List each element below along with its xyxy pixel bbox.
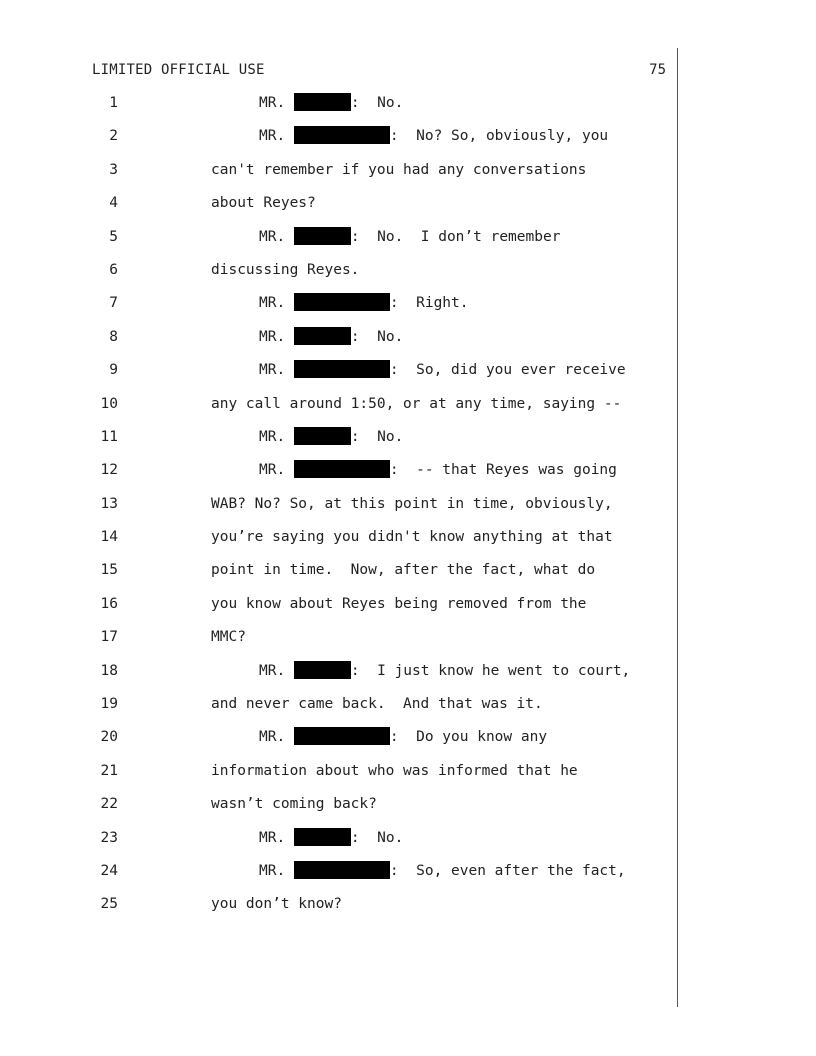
transcript-line bbox=[0, 393, 677, 426]
redacted-name bbox=[294, 828, 351, 846]
line-number: 2 bbox=[109, 128, 118, 145]
redacted-name bbox=[294, 427, 351, 445]
transcript-line bbox=[0, 526, 677, 559]
transcript-lines bbox=[0, 92, 677, 927]
transcript-line bbox=[0, 493, 677, 526]
line-number: 17 bbox=[100, 629, 118, 646]
continuation-text: wasn’t coming back? bbox=[211, 796, 377, 813]
line-number: 10 bbox=[100, 395, 118, 412]
utterance-text: : No. bbox=[350, 829, 404, 846]
redacted-name bbox=[294, 327, 351, 345]
classification-header: LIMITED OFFICIAL USE bbox=[92, 62, 265, 78]
transcript-line bbox=[0, 426, 677, 459]
line-number: 11 bbox=[100, 428, 118, 445]
line-number: 16 bbox=[100, 595, 118, 612]
continuation-text: MMC? bbox=[211, 629, 246, 646]
continuation-text: you know about Reyes being removed from the bbox=[211, 595, 587, 612]
speaker-utterance bbox=[259, 226, 560, 248]
continuation-text: any call around 1:50, or at any time, saying -- bbox=[211, 395, 622, 412]
speaker-prefix: MR. bbox=[259, 862, 294, 879]
transcript-line bbox=[0, 192, 677, 225]
transcript-line bbox=[0, 726, 677, 759]
line-number: 9 bbox=[109, 362, 118, 379]
line-number: 25 bbox=[100, 896, 118, 913]
utterance-text: : Do you know any bbox=[389, 729, 548, 746]
speaker-prefix: MR. bbox=[259, 228, 294, 245]
utterance-text: : So, even after the fact, bbox=[389, 862, 626, 879]
continuation-text: WAB? No? So, at this point in time, obviously, bbox=[211, 495, 613, 512]
continuation-text: can't remember if you had any conversations bbox=[211, 161, 587, 178]
transcript-line bbox=[0, 359, 677, 392]
line-number: 8 bbox=[109, 328, 118, 345]
speaker-utterance bbox=[259, 860, 626, 882]
transcript-line bbox=[0, 559, 677, 592]
line-number: 5 bbox=[109, 228, 118, 245]
continuation-text: and never came back. And that was it. bbox=[211, 696, 543, 713]
utterance-text: : Right. bbox=[389, 295, 469, 312]
speaker-prefix: MR. bbox=[259, 729, 294, 746]
speaker-prefix: MR. bbox=[259, 95, 294, 111]
continuation-text: you don’t know? bbox=[211, 896, 342, 913]
line-number: 21 bbox=[100, 762, 118, 779]
redacted-name bbox=[294, 227, 351, 245]
transcript-line bbox=[0, 226, 677, 259]
transcript-line bbox=[0, 793, 677, 826]
right-margin-rule bbox=[677, 48, 678, 1007]
transcript-line bbox=[0, 125, 677, 158]
page-number: 75 bbox=[649, 62, 666, 78]
redacted-name bbox=[294, 293, 390, 311]
utterance-text: : So, did you ever receive bbox=[389, 362, 626, 379]
speaker-utterance bbox=[259, 125, 608, 147]
speaker-prefix: MR. bbox=[259, 462, 294, 479]
speaker-prefix: MR. bbox=[259, 362, 294, 379]
continuation-text: you’re saying you didn't know anything at that bbox=[211, 529, 613, 546]
transcript-line bbox=[0, 159, 677, 192]
transcript-line bbox=[0, 259, 677, 292]
continuation-text: about Reyes? bbox=[211, 195, 316, 212]
speaker-utterance bbox=[259, 426, 403, 448]
speaker-prefix: MR. bbox=[259, 428, 294, 445]
utterance-text: : No. bbox=[350, 328, 404, 345]
speaker-utterance bbox=[259, 660, 630, 682]
transcript-line bbox=[0, 760, 677, 793]
speaker-prefix: MR. bbox=[259, 829, 294, 846]
speaker-utterance bbox=[259, 292, 469, 314]
line-number: 13 bbox=[100, 495, 118, 512]
utterance-text: : No. I don’t remember bbox=[350, 228, 561, 245]
redacted-name bbox=[294, 360, 390, 378]
redacted-name bbox=[294, 126, 390, 144]
line-number: 12 bbox=[100, 462, 118, 479]
speaker-utterance bbox=[259, 827, 403, 849]
utterance-text: : I just know he went to court, bbox=[350, 662, 631, 679]
speaker-utterance bbox=[259, 359, 626, 381]
line-number: 4 bbox=[109, 195, 118, 212]
continuation-text: point in time. Now, after the fact, what do bbox=[211, 562, 596, 579]
transcript-line bbox=[0, 860, 677, 893]
line-number: 24 bbox=[100, 862, 118, 879]
speaker-utterance bbox=[259, 326, 403, 348]
utterance-text: : No? So, obviously, you bbox=[389, 128, 609, 145]
line-number: 22 bbox=[100, 796, 118, 813]
transcript-line bbox=[0, 626, 677, 659]
line-number: 1 bbox=[109, 95, 118, 111]
speaker-utterance bbox=[259, 726, 547, 748]
line-number: 20 bbox=[100, 729, 118, 746]
line-number: 18 bbox=[100, 662, 118, 679]
line-number: 3 bbox=[109, 161, 118, 178]
transcript-line bbox=[0, 92, 677, 125]
transcript-line bbox=[0, 459, 677, 492]
speaker-prefix: MR. bbox=[259, 128, 294, 145]
line-number: 19 bbox=[100, 696, 118, 713]
transcript-line bbox=[0, 893, 677, 926]
utterance-text: : No. bbox=[350, 428, 404, 445]
redacted-name bbox=[294, 93, 351, 111]
speaker-utterance bbox=[259, 459, 617, 481]
line-number: 15 bbox=[100, 562, 118, 579]
speaker-prefix: MR. bbox=[259, 295, 294, 312]
speaker-prefix: MR. bbox=[259, 662, 294, 679]
transcript-line bbox=[0, 292, 677, 325]
line-number: 23 bbox=[100, 829, 118, 846]
transcript-line bbox=[0, 660, 677, 693]
continuation-text: information about who was informed that he bbox=[211, 762, 578, 779]
transcript-line bbox=[0, 693, 677, 726]
redacted-name bbox=[294, 727, 390, 745]
redacted-name bbox=[294, 861, 390, 879]
line-number: 14 bbox=[100, 529, 118, 546]
speaker-prefix: MR. bbox=[259, 328, 294, 345]
continuation-text: discussing Reyes. bbox=[211, 261, 360, 278]
line-number: 7 bbox=[109, 295, 118, 312]
redacted-name bbox=[294, 661, 351, 679]
transcript-line bbox=[0, 326, 677, 359]
line-number: 6 bbox=[109, 261, 118, 278]
utterance-text: : No. bbox=[350, 95, 404, 111]
utterance-text: : -- that Reyes was going bbox=[389, 462, 617, 479]
speaker-utterance bbox=[259, 92, 403, 114]
transcript-line bbox=[0, 827, 677, 860]
redacted-name bbox=[294, 460, 390, 478]
transcript-line bbox=[0, 593, 677, 626]
